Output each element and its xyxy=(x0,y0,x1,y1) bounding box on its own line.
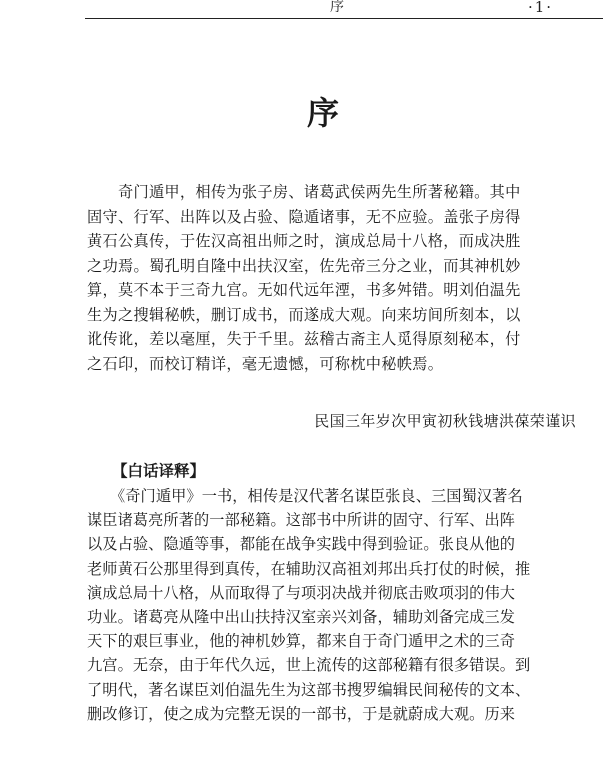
header-rule xyxy=(85,18,603,19)
running-header-section: 序 xyxy=(330,0,344,15)
translation-paragraph xyxy=(87,484,587,726)
preface-line: 生为之搜辑秘帙，删订成书，而遂成大观。向来坊间所刻本，以 xyxy=(87,305,521,324)
preface-signature: 民国三年岁次甲寅初秋钱塘洪葆荣谨识 xyxy=(314,412,576,430)
translation-line: 九宫。无奈，由于年代久远，世上流传的这部秘籍有很多错误。到 xyxy=(87,656,531,675)
translation-line: 《奇门遁甲》一书，相传是汉代著名谋臣张良、三国蜀汉著名 xyxy=(87,487,523,505)
translation-line: 谋臣诸葛亮所著的一部秘籍。这部书中所讲的固守、行军、出阵 xyxy=(87,511,516,530)
preface-line: 固守、行军、出阵以及占验、隐遁诸事，无不应验。盖张子房得 xyxy=(87,207,521,226)
translation-line: 功业。诸葛亮从隆中出山扶持汉室亲兴刘备，辅助刘备完成三发 xyxy=(87,608,516,627)
preface-line: 奇门遁甲，相传为张子房、诸葛武侯两先生所著秘籍。其中 xyxy=(87,183,521,201)
preface-line: 讹传讹，差以毫厘，失于千里。兹稽古斋主人觅得原刻秘本，付 xyxy=(87,330,521,348)
preface-line: 之石印，而校订精详，毫无遗憾，可称枕中秘帙焉。 xyxy=(87,354,444,373)
translation-line: 天下的艰巨事业，他的神机妙算，都来自于奇门遁甲之术的三奇 xyxy=(87,632,516,651)
translation-line: 删改修订，使之成为完整无误的一部书，于是就蔚成大观。历来 xyxy=(87,704,516,723)
page-number: ·1· xyxy=(528,0,554,16)
page-title: 序 xyxy=(306,94,343,132)
preface-line: 算，莫不本于三奇九宫。无如代远年湮，书多舛错。明刘伯温先 xyxy=(87,281,521,299)
preface-line: 之功焉。蜀孔明自隆中出扶汉室，佐先帝三分之业，而其神机妙 xyxy=(87,256,521,275)
preface-line: 黄石公真传，于佐汉高祖出师之时，演成总局十八格，而成决胜 xyxy=(87,232,521,250)
translation-line: 演成总局十八格，从而取得了与项羽决战并彻底击败项羽的伟大 xyxy=(87,583,516,602)
section-heading: 【白话译释】 xyxy=(112,462,206,480)
translation-line: 了明代，著名谋臣刘伯温先生为这部书搜罗编辑民间秘传的文本、 xyxy=(87,680,531,699)
translation-line: 老师黄石公那里得到真传，在辅助汉高祖刘邦出兵打仗的时候，推 xyxy=(87,559,531,578)
preface-paragraph xyxy=(87,180,587,376)
translation-line: 以及占验、隐遁等事，都能在战争实践中得到验证。张良从他的 xyxy=(87,535,516,554)
